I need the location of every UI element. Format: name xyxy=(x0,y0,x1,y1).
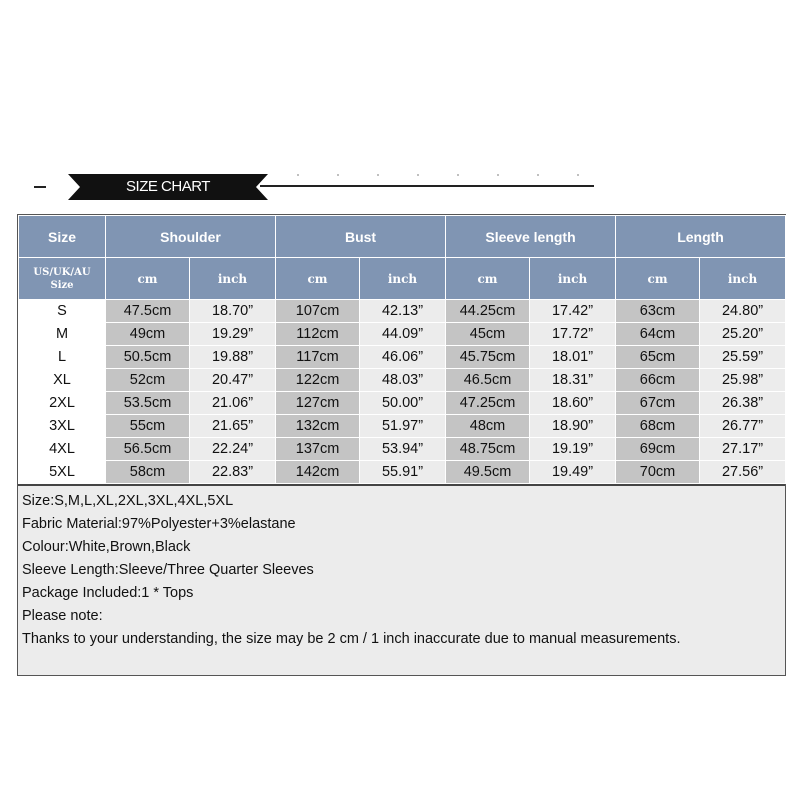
table-row xyxy=(19,346,786,369)
cell-sleeve-in: 17.72” xyxy=(530,323,616,346)
cell-sleeve-in: 18.01” xyxy=(530,346,616,369)
table-row xyxy=(19,461,786,484)
cell-sleeve-cm: 47.25cm xyxy=(446,392,530,415)
cell-sleeve-cm: 45cm xyxy=(446,323,530,346)
cell-bust-cm: 107cm xyxy=(276,300,360,323)
cell-shoulder-in: 21.06” xyxy=(190,392,276,415)
note-line: Package Included:1 * Tops xyxy=(22,585,194,601)
cell-shoulder-cm: 50.5cm xyxy=(106,346,190,369)
note-line: Fabric Material:97%Polyester+3%elastane xyxy=(22,516,296,532)
cell-sleeve-cm: 48.75cm xyxy=(446,438,530,461)
cell-length-cm: 69cm xyxy=(616,438,700,461)
cell-bust-cm: 132cm xyxy=(276,415,360,438)
cell-bust-in: 46.06” xyxy=(360,346,446,369)
cell-size: 4XL xyxy=(19,438,106,461)
subheader-size xyxy=(19,258,106,300)
cell-shoulder-cm: 55cm xyxy=(106,415,190,438)
subheader-size-line1: US/UK/AU xyxy=(33,266,91,278)
cell-shoulder-cm: 56.5cm xyxy=(106,438,190,461)
cell-shoulder-cm: 58cm xyxy=(106,461,190,484)
cell-length-cm: 64cm xyxy=(616,323,700,346)
cell-length-cm: 65cm xyxy=(616,346,700,369)
cell-shoulder-cm: 47.5cm xyxy=(106,300,190,323)
cell-shoulder-cm: 53.5cm xyxy=(106,392,190,415)
table-header-row xyxy=(19,216,786,258)
subheader-sleeve-cm: cm xyxy=(446,258,530,300)
note-line: Size:S,M,L,XL,2XL,3XL,4XL,5XL xyxy=(22,493,234,509)
cell-length-cm: 63cm xyxy=(616,300,700,323)
banner-dots xyxy=(278,172,598,178)
table-row xyxy=(19,415,786,438)
cell-shoulder-cm: 49cm xyxy=(106,323,190,346)
subheader-shoulder-inch: inch xyxy=(190,258,276,300)
cell-bust-in: 51.97” xyxy=(360,415,446,438)
product-notes xyxy=(18,484,785,675)
table-subheader-row xyxy=(19,258,786,300)
header-shoulder: Shoulder xyxy=(106,216,276,258)
cell-sleeve-cm: 48cm xyxy=(446,415,530,438)
cell-size: M xyxy=(19,323,106,346)
cell-shoulder-in: 18.70” xyxy=(190,300,276,323)
cell-length-cm: 70cm xyxy=(616,461,700,484)
cell-size: 5XL xyxy=(19,461,106,484)
table-body xyxy=(19,300,786,484)
cell-length-in: 26.38” xyxy=(700,392,786,415)
cell-size: L xyxy=(19,346,106,369)
cell-bust-in: 55.91” xyxy=(360,461,446,484)
cell-sleeve-in: 18.31” xyxy=(530,369,616,392)
cell-length-in: 25.98” xyxy=(700,369,786,392)
cell-shoulder-in: 20.47” xyxy=(190,369,276,392)
subheader-shoulder-cm: cm xyxy=(106,258,190,300)
cell-bust-cm: 127cm xyxy=(276,392,360,415)
cell-sleeve-cm: 45.75cm xyxy=(446,346,530,369)
table-row xyxy=(19,323,786,346)
cell-bust-in: 48.03” xyxy=(360,369,446,392)
subheader-length-cm: cm xyxy=(616,258,700,300)
banner-dash xyxy=(34,186,46,188)
cell-bust-cm: 117cm xyxy=(276,346,360,369)
subheader-sleeve-inch: inch xyxy=(530,258,616,300)
subheader-size-line2: Size xyxy=(50,279,74,291)
cell-length-in: 24.80” xyxy=(700,300,786,323)
cell-sleeve-cm: 44.25cm xyxy=(446,300,530,323)
subheader-length-inch: inch xyxy=(700,258,786,300)
cell-bust-in: 53.94” xyxy=(360,438,446,461)
header-bust: Bust xyxy=(276,216,446,258)
table-row xyxy=(19,369,786,392)
cell-bust-cm: 112cm xyxy=(276,323,360,346)
cell-length-in: 27.56” xyxy=(700,461,786,484)
cell-sleeve-in: 18.90” xyxy=(530,415,616,438)
cell-shoulder-in: 21.65” xyxy=(190,415,276,438)
cell-bust-in: 44.09” xyxy=(360,323,446,346)
cell-bust-cm: 142cm xyxy=(276,461,360,484)
subheader-bust-cm: cm xyxy=(276,258,360,300)
cell-sleeve-in: 17.42” xyxy=(530,300,616,323)
header-size: Size xyxy=(19,216,106,258)
cell-bust-in: 50.00” xyxy=(360,392,446,415)
cell-shoulder-cm: 52cm xyxy=(106,369,190,392)
size-chart xyxy=(17,214,786,676)
cell-size: 2XL xyxy=(19,392,106,415)
cell-length-cm: 66cm xyxy=(616,369,700,392)
note-line: Please note: xyxy=(22,608,103,624)
cell-sleeve-cm: 46.5cm xyxy=(446,369,530,392)
banner-title: SIZE CHART xyxy=(126,178,210,195)
table-row xyxy=(19,438,786,461)
header-sleeve-length: Sleeve length xyxy=(446,216,616,258)
cell-bust-cm: 137cm xyxy=(276,438,360,461)
table-row xyxy=(19,392,786,415)
note-line: Colour:White,Brown,Black xyxy=(22,539,191,555)
banner-line xyxy=(260,185,594,187)
table-row xyxy=(19,300,786,323)
cell-sleeve-in: 19.49” xyxy=(530,461,616,484)
cell-size: XL xyxy=(19,369,106,392)
cell-length-cm: 68cm xyxy=(616,415,700,438)
cell-shoulder-in: 22.24” xyxy=(190,438,276,461)
note-line: Thanks to your understanding, the size may be 2 cm / 1 inch inaccurate due to manual measurements. xyxy=(22,631,681,647)
cell-sleeve-in: 18.60” xyxy=(530,392,616,415)
size-table xyxy=(18,215,786,484)
cell-length-in: 25.20” xyxy=(700,323,786,346)
cell-length-in: 26.77” xyxy=(700,415,786,438)
cell-shoulder-in: 19.88” xyxy=(190,346,276,369)
cell-shoulder-in: 22.83” xyxy=(190,461,276,484)
cell-bust-in: 42.13” xyxy=(360,300,446,323)
cell-sleeve-cm: 49.5cm xyxy=(446,461,530,484)
cell-bust-cm: 122cm xyxy=(276,369,360,392)
cell-length-in: 25.59” xyxy=(700,346,786,369)
cell-shoulder-in: 19.29” xyxy=(190,323,276,346)
cell-length-cm: 67cm xyxy=(616,392,700,415)
subheader-bust-inch: inch xyxy=(360,258,446,300)
cell-length-in: 27.17” xyxy=(700,438,786,461)
cell-sleeve-in: 19.19” xyxy=(530,438,616,461)
note-line: Sleeve Length:Sleeve/Three Quarter Sleeves xyxy=(22,562,314,578)
cell-size: 3XL xyxy=(19,415,106,438)
size-chart-banner xyxy=(28,172,600,202)
cell-size: S xyxy=(19,300,106,323)
header-length: Length xyxy=(616,216,786,258)
